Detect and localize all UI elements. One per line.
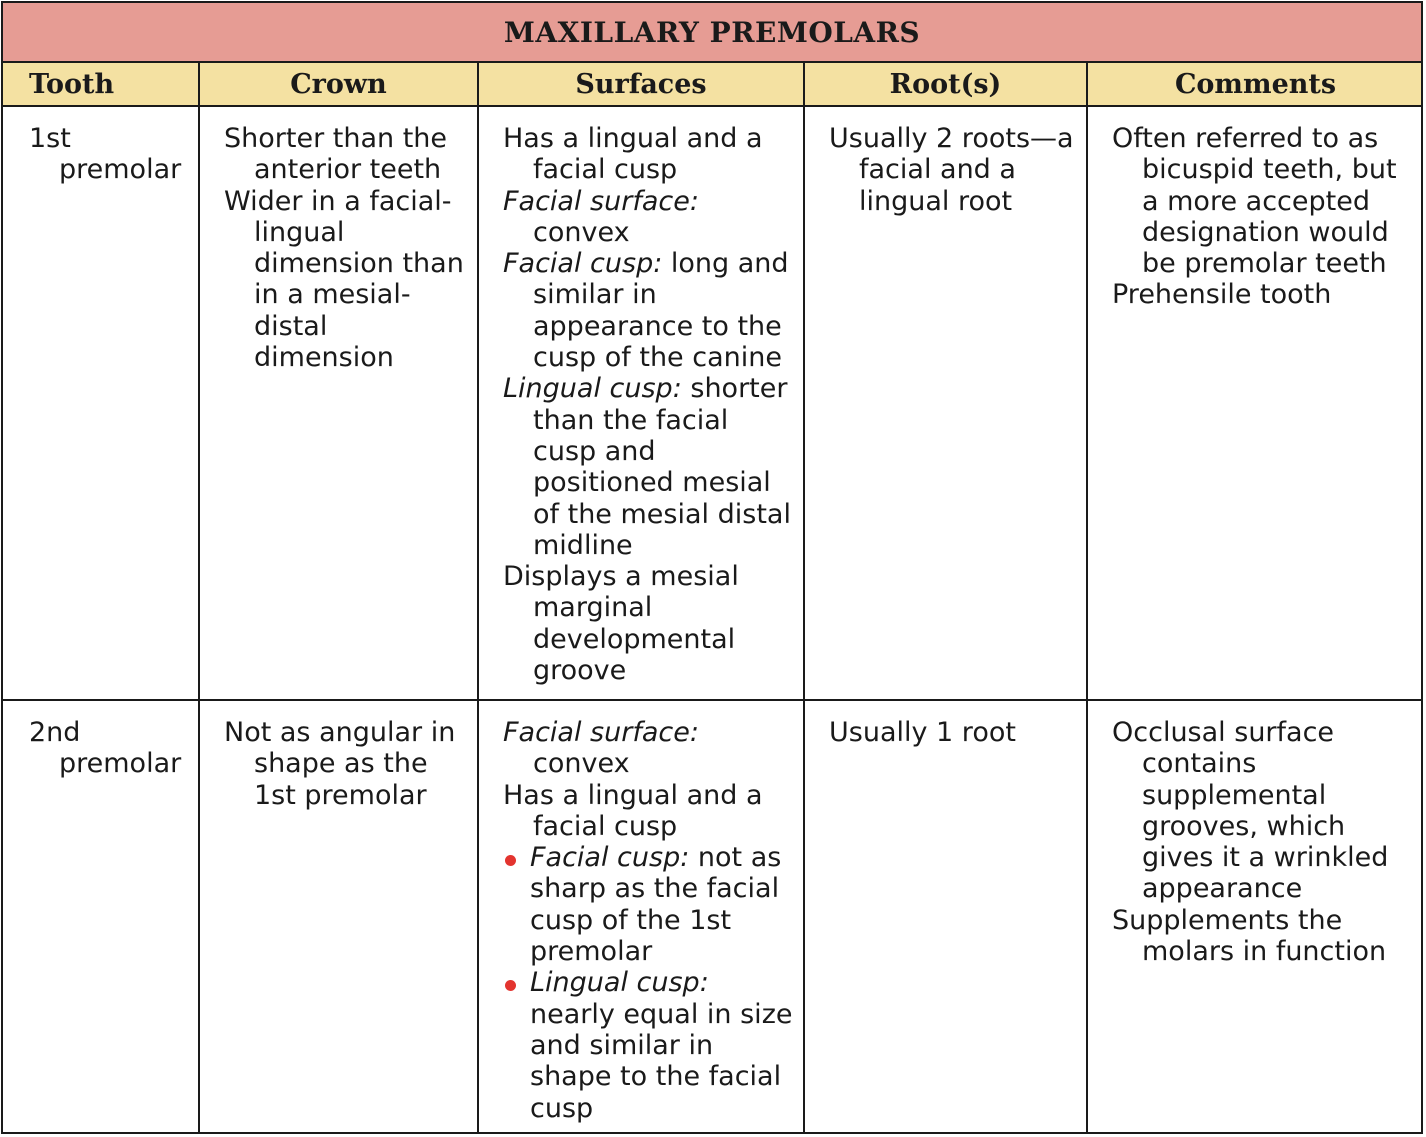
column-divider	[198, 63, 200, 1132]
column-divider	[477, 63, 479, 1132]
comment-item: Supplements the molars in function	[1112, 904, 1387, 968]
surface-text: not as sharp as the facial cusp of the 1st premolar	[530, 842, 782, 968]
row1-roots-cell	[829, 123, 1079, 217]
crown-item: Shorter than the anterior teeth	[224, 123, 448, 186]
row2-surfaces-cell	[503, 717, 797, 1124]
row1-tooth-cell	[29, 123, 189, 186]
surface-label: Lingual cusp:	[503, 373, 682, 405]
bullet-item	[503, 842, 797, 967]
tooth-name: 1st premolar	[29, 123, 182, 186]
row-divider	[3, 699, 1421, 701]
surface-label: Facial surface:	[503, 185, 699, 217]
surface-text: nearly equal in size and similar in shape to the facial cusp	[530, 998, 793, 1124]
surface-item: Displays a mesial marginal developmental groove	[503, 561, 739, 687]
surface-label: Facial cusp:	[530, 842, 690, 874]
surface-item	[503, 248, 797, 373]
premolars-table	[1, 1, 1423, 1134]
surface-label: Facial surface:	[503, 717, 699, 748]
header-comments: Comments	[1174, 68, 1337, 100]
header-tooth: Tooth	[29, 68, 115, 100]
header-roots: Root(s)	[889, 68, 1002, 100]
bullet-item	[503, 967, 797, 1123]
column-divider	[1086, 63, 1088, 1132]
tooth-name: 2nd premolar	[29, 717, 182, 780]
row1-surfaces-cell	[503, 123, 797, 686]
crown-item: Not as angular in shape as the 1st premolar	[224, 717, 456, 811]
surface-label: Facial cusp:	[503, 248, 663, 280]
table-header-row	[3, 63, 1421, 107]
comment-item: Often referred to as bicuspid teeth, but a more accepted designation would be premolar teeth	[1112, 123, 1397, 280]
column-divider	[803, 63, 805, 1132]
bullet-dot-icon	[505, 980, 516, 991]
surface-label: Lingual cusp:	[530, 967, 709, 999]
surface-text: shorter than the facial cusp and positioned mesial of the mesial distal midline	[533, 373, 791, 561]
comment-item: Prehensile tooth	[1112, 279, 1332, 311]
row1-crown-cell	[224, 123, 470, 373]
surface-text: convex	[533, 216, 630, 248]
table-title: MAXILLARY PREMOLARS	[3, 3, 1421, 63]
row1-comments-cell	[1112, 123, 1418, 311]
row2-crown-cell	[224, 717, 470, 811]
roots-text: Usually 1 root	[829, 717, 1016, 748]
surface-item: Has a lingual and a facial cusp	[503, 123, 763, 186]
surface-item	[503, 186, 797, 249]
surface-item	[503, 373, 797, 561]
header-surfaces: Surfaces	[575, 68, 707, 100]
surface-item: Has a lingual and a facial cusp	[503, 779, 763, 842]
roots-text: Usually 2 roots—a facial and a lingual root	[829, 123, 1074, 217]
row2-tooth-cell	[29, 717, 189, 780]
bullet-dot-icon	[505, 855, 516, 866]
surface-item	[503, 717, 797, 780]
comment-item: Occlusal surface contains supplemental grooves, which gives it a wrinkled appearance	[1112, 717, 1389, 905]
surface-text: long and similar in appearance to the cusp of the canine	[533, 248, 789, 374]
row2-roots-cell	[829, 717, 1079, 748]
row2-comments-cell	[1112, 717, 1418, 967]
surface-text: convex	[533, 748, 630, 780]
crown-item: Wider in a facial-lingual dimension than in a mesial-distal dimension	[224, 185, 464, 374]
header-crown: Crown	[290, 68, 387, 100]
